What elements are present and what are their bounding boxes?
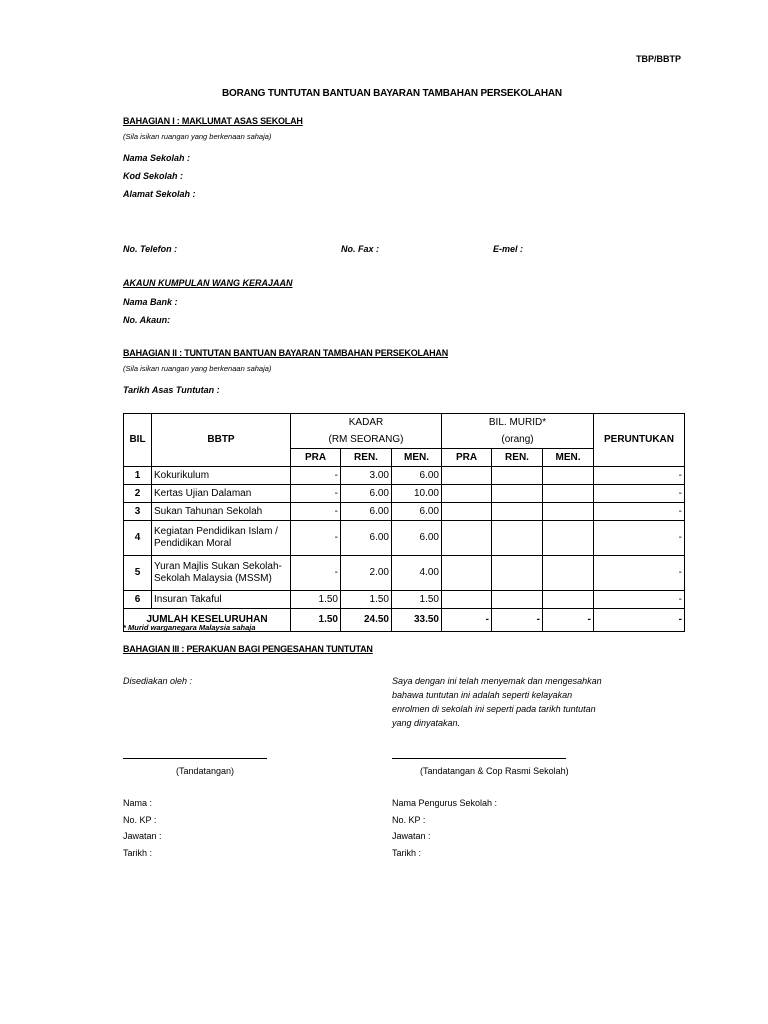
row-murid-pra[interactable] bbox=[442, 556, 492, 591]
row-item-name: Sukan Tahunan Sekolah bbox=[152, 503, 291, 521]
row-peruntukan: - bbox=[594, 485, 685, 503]
signature-line-left[interactable] bbox=[123, 758, 267, 759]
row-murid-pra[interactable] bbox=[442, 591, 492, 609]
row-bil: 5 bbox=[124, 556, 152, 591]
row-murid-ren[interactable] bbox=[492, 521, 543, 556]
row-bil: 6 bbox=[124, 591, 152, 609]
alamat-sekolah-label: Alamat Sekolah : bbox=[123, 189, 196, 199]
row-kadar-ren: 3.00 bbox=[341, 467, 392, 485]
signature-caption-left: (Tandatangan) bbox=[176, 766, 235, 776]
header-bil-murid-sub: (orang) bbox=[442, 431, 594, 449]
section1-note: (Sila isikan ruangan yang berkenaan sahaja) bbox=[123, 132, 272, 141]
header-bil: BIL bbox=[124, 414, 152, 467]
row-bil: 1 bbox=[124, 467, 152, 485]
tarikh-asas-label: Tarikh Asas Tuntutan : bbox=[123, 385, 220, 395]
row-murid-men[interactable] bbox=[543, 467, 594, 485]
row-item-name: Insuran Takaful bbox=[152, 591, 291, 609]
row-murid-ren[interactable] bbox=[492, 467, 543, 485]
row-kadar-men: 6.00 bbox=[392, 521, 442, 556]
statement-line-2: bahawa tuntutan ini adalah seperti kelayakan bbox=[392, 690, 573, 700]
row-kadar-men: 1.50 bbox=[392, 591, 442, 609]
row-peruntukan: - bbox=[594, 467, 685, 485]
row-kadar-men: 10.00 bbox=[392, 485, 442, 503]
statement-line-4: yang dinyatakan. bbox=[392, 718, 461, 728]
left-kp-label: No. KP : bbox=[123, 815, 157, 825]
row-item-name-line2: Pendidikan Moral bbox=[154, 538, 232, 549]
row-kadar-pra: - bbox=[291, 467, 341, 485]
signature-caption-right: (Tandatangan & Cop Rasmi Sekolah) bbox=[420, 766, 569, 776]
header-kadar: KADAR bbox=[291, 414, 442, 432]
nama-bank-label: Nama Bank : bbox=[123, 297, 178, 307]
table-footnote: * Murid warganegara Malaysia sahaja bbox=[123, 623, 256, 632]
row-kadar-pra: 1.50 bbox=[291, 591, 341, 609]
row-murid-men[interactable] bbox=[543, 591, 594, 609]
row-item-name: Kokurikulum bbox=[152, 467, 291, 485]
total-murid-men: - bbox=[543, 609, 594, 632]
table-row bbox=[124, 521, 685, 556]
header-kadar-men: MEN. bbox=[392, 449, 442, 467]
row-kadar-men: 4.00 bbox=[392, 556, 442, 591]
table-row bbox=[124, 485, 685, 503]
row-murid-pra[interactable] bbox=[442, 521, 492, 556]
nama-sekolah-label: Nama Sekolah : bbox=[123, 153, 191, 163]
row-bil: 3 bbox=[124, 503, 152, 521]
row-item-name: Kertas Ujian Dalaman bbox=[152, 485, 291, 503]
row-item-name-line2: Sekolah Malaysia (MSSM) bbox=[154, 573, 272, 584]
row-murid-pra[interactable] bbox=[442, 485, 492, 503]
section2-note: (Sila isikan ruangan yang berkenaan sahaja) bbox=[123, 364, 272, 373]
total-murid-ren: - bbox=[492, 609, 543, 632]
row-item-name-line1: Kegiatan Pendidikan Islam / bbox=[154, 526, 278, 537]
total-label: JUMLAH KESELURUHAN bbox=[124, 609, 291, 632]
row-murid-men[interactable] bbox=[543, 521, 594, 556]
claims-table bbox=[123, 413, 685, 632]
statement-line-1: Saya dengan ini telah menyemak dan mengesahkan bbox=[392, 676, 602, 686]
row-bil: 2 bbox=[124, 485, 152, 503]
right-kp-label: No. KP : bbox=[392, 815, 426, 825]
header-kadar-ren: REN. bbox=[341, 449, 392, 467]
row-murid-pra[interactable] bbox=[442, 467, 492, 485]
row-murid-men[interactable] bbox=[543, 556, 594, 591]
row-murid-ren[interactable] bbox=[492, 591, 543, 609]
form-title: BORANG TUNTUTAN BANTUAN BAYARAN TAMBAHAN PERSEKOLAHAN bbox=[222, 88, 562, 99]
fax-label: No. Fax : bbox=[341, 244, 380, 254]
document-code: TBP/BBTP bbox=[636, 54, 681, 64]
header-kadar-sub: (RM SEORANG) bbox=[291, 431, 442, 449]
prepared-by-label: Disediakan oleh : bbox=[123, 676, 193, 686]
row-item-name bbox=[152, 521, 291, 556]
right-jawatan-label: Jawatan : bbox=[392, 831, 431, 841]
row-kadar-ren: 1.50 bbox=[341, 591, 392, 609]
row-peruntukan: - bbox=[594, 521, 685, 556]
header-peruntukan: PERUNTUKAN bbox=[594, 414, 685, 467]
right-nama-label: Nama Pengurus Sekolah : bbox=[392, 798, 498, 808]
total-kadar-pra: 1.50 bbox=[291, 609, 341, 632]
row-murid-pra[interactable] bbox=[442, 503, 492, 521]
statement-line-3: enrolmen di sekolah ini seperti pada tarikh tuntutan bbox=[392, 704, 596, 714]
row-peruntukan: - bbox=[594, 503, 685, 521]
left-tarikh-label: Tarikh : bbox=[123, 848, 153, 858]
row-kadar-ren: 6.00 bbox=[341, 503, 392, 521]
header-murid-pra: PRA bbox=[442, 449, 492, 467]
total-peruntukan: - bbox=[594, 609, 685, 632]
row-kadar-pra: - bbox=[291, 521, 341, 556]
row-kadar-ren: 2.00 bbox=[341, 556, 392, 591]
row-item-name-line1: Yuran Majlis Sukan Sekolah- bbox=[154, 561, 282, 572]
row-kadar-men: 6.00 bbox=[392, 503, 442, 521]
left-nama-label: Nama : bbox=[123, 798, 153, 808]
table-row bbox=[124, 467, 685, 485]
signature-line-right[interactable] bbox=[392, 758, 566, 759]
total-kadar-men: 33.50 bbox=[392, 609, 442, 632]
row-murid-ren[interactable] bbox=[492, 485, 543, 503]
header-bbtp: BBTP bbox=[152, 414, 291, 467]
row-kadar-pra: - bbox=[291, 503, 341, 521]
row-murid-men[interactable] bbox=[543, 503, 594, 521]
row-kadar-men: 6.00 bbox=[392, 467, 442, 485]
row-bil: 4 bbox=[124, 521, 152, 556]
telefon-label: No. Telefon : bbox=[123, 244, 178, 254]
header-murid-men: MEN. bbox=[543, 449, 594, 467]
total-murid-pra: - bbox=[442, 609, 492, 632]
row-murid-ren[interactable] bbox=[492, 503, 543, 521]
table-row bbox=[124, 503, 685, 521]
header-murid-ren: REN. bbox=[492, 449, 543, 467]
header-bil-murid: BIL. MURID* bbox=[442, 414, 594, 432]
row-murid-ren[interactable] bbox=[492, 556, 543, 591]
section3-heading: BAHAGIAN III : PERAKUAN BAGI PENGESAHAN TUNTUTAN bbox=[123, 644, 373, 654]
kod-sekolah-label: Kod Sekolah : bbox=[123, 171, 184, 181]
row-kadar-pra: - bbox=[291, 556, 341, 591]
row-kadar-ren: 6.00 bbox=[341, 485, 392, 503]
left-jawatan-label: Jawatan : bbox=[123, 831, 162, 841]
right-tarikh-label: Tarikh : bbox=[392, 848, 422, 858]
row-peruntukan: - bbox=[594, 556, 685, 591]
account-heading: AKAUN KUMPULAN WANG KERAJAAN bbox=[123, 278, 293, 288]
row-peruntukan: - bbox=[594, 591, 685, 609]
row-kadar-ren: 6.00 bbox=[341, 521, 392, 556]
table-row bbox=[124, 591, 685, 609]
header-kadar-pra: PRA bbox=[291, 449, 341, 467]
row-murid-men[interactable] bbox=[543, 485, 594, 503]
table-row bbox=[124, 556, 685, 591]
no-akaun-label: No. Akaun: bbox=[123, 315, 171, 325]
email-label: E-mel : bbox=[493, 244, 524, 254]
total-kadar-ren: 24.50 bbox=[341, 609, 392, 632]
row-kadar-pra: - bbox=[291, 485, 341, 503]
section2-heading: BAHAGIAN II : TUNTUTAN BANTUAN BAYARAN TAMBAHAN PERSEKOLAHAN bbox=[123, 348, 448, 358]
row-item-name bbox=[152, 556, 291, 591]
section1-heading: BAHAGIAN I : MAKLUMAT ASAS SEKOLAH bbox=[123, 116, 303, 126]
